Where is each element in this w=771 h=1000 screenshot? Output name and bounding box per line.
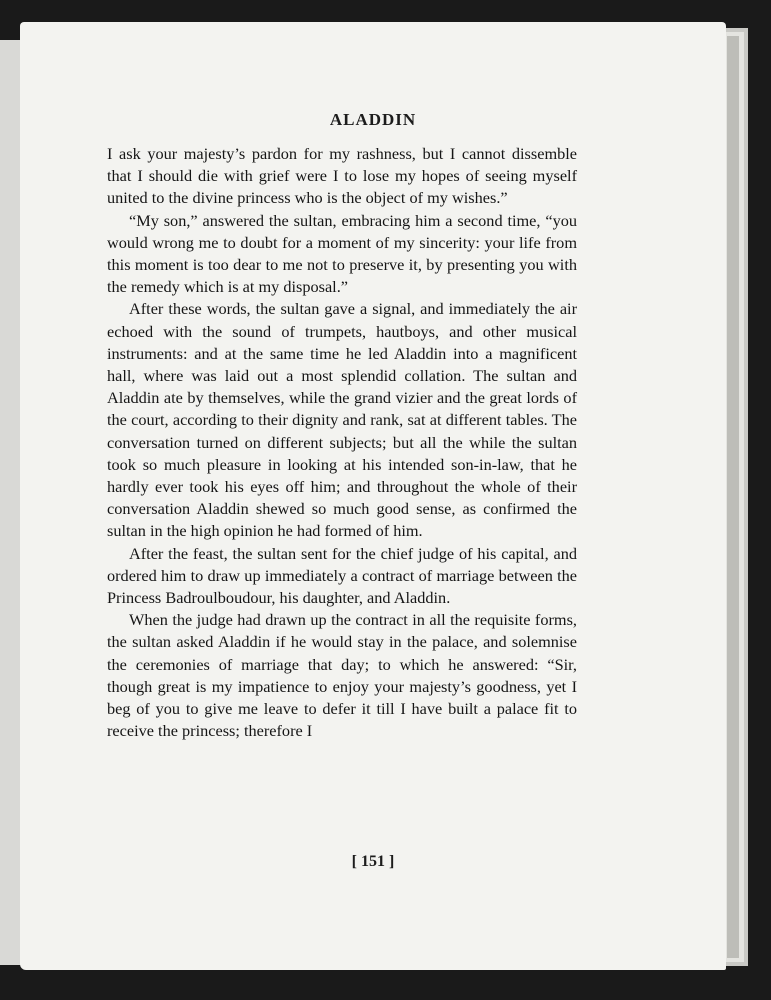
paragraph: I ask your majesty’s pardon for my rashness, but I cannot dissemble that I should die with grief were I to lose my hopes of seeing myself united to the divine princess who is the object of my wishes.” xyxy=(107,144,577,208)
page-stack-edge xyxy=(727,36,739,958)
page-number: [ 151 ] xyxy=(351,853,395,870)
body-text xyxy=(107,143,577,742)
book-page xyxy=(20,22,726,970)
paragraph: After these words, the sultan gave a signal, and immediately the air echoed with the sound of trumpets, hautboys, and other musical instruments: and at the same time he led Aladdin into a magnificent hall, where was laid out a most splendid collation. The sultan and Aladdin ate by themselves, while the grand vizier and the great lords of the court, according to their dignity and rank, sat at different tables. The conversation turned on different subjects; but all the while the sultan took so much pleasure in looking at his intended son-in-law, that he hardly ever took his eyes off him; and throughout the whole of their conversation Aladdin shewed so much good sense, as confirmed the sultan in the high opinion he had formed of him. xyxy=(107,299,577,541)
facing-page-edge xyxy=(0,40,22,965)
paragraph: “My son,” answered the sultan, embracing him a second time, “you would wrong me to doubt for a moment of my sincerity: your life from this moment is too dear to me not to preserve it, by presenting you with the remedy which is at my disposal.” xyxy=(107,210,577,297)
paragraph: After the feast, the sultan sent for the chief judge of his capital, and ordered him to draw up immediately a contract of marriage between the Princess Badroulboudour, his daughter, and Aladdin. xyxy=(107,543,577,608)
paragraph: When the judge had drawn up the contract in all the requisite forms, the sultan asked Aladdin if he would stay in the palace, and solemnise the ceremonies of marriage that day; to which he answered: “Sir, though great is my impatience to enjoy your majesty’s goodness, yet I beg of you to give me leave to defer it till I have built a palace fit to receive the princess; therefore I xyxy=(107,610,577,741)
running-head: ALADDIN xyxy=(329,110,417,129)
